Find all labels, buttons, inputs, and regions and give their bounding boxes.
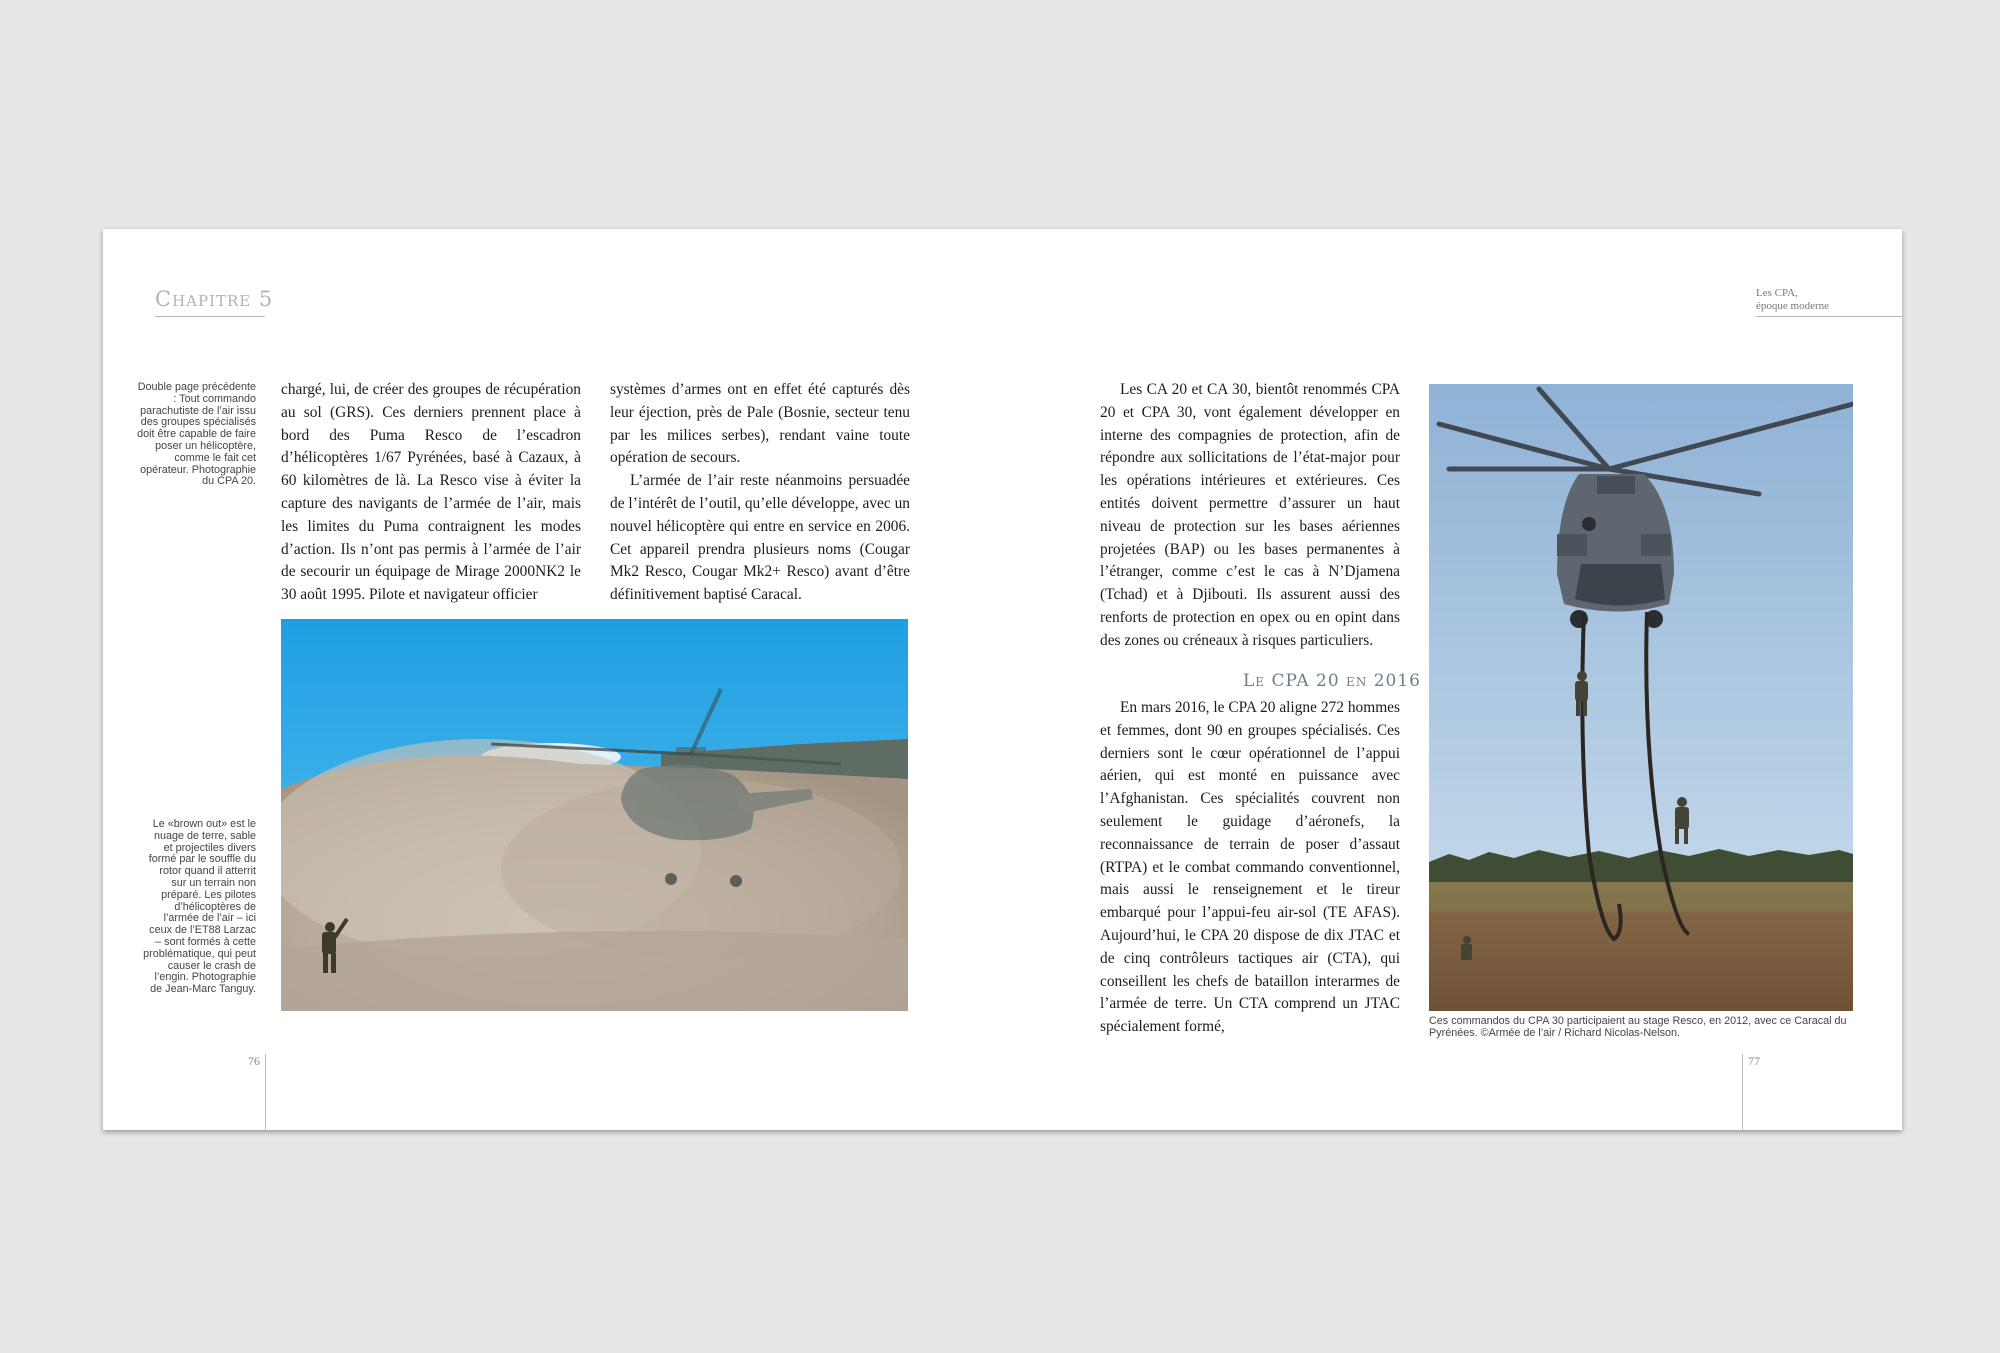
right-column-2 [1100, 697, 1400, 1039]
running-head-line-2: époque moderne [1756, 300, 1829, 312]
book-spread [103, 229, 1902, 1130]
caracal-rappel-photo [1429, 384, 1853, 1011]
chapter-rule [155, 316, 265, 317]
sidenote-bottom: Le «brown out» est le nuage de terre, sable et projectiles divers formé par le souffle du rotor quand il atterrit sur un terrain non préparé. Les pilotes d’hélicoptères de l’armée de l’air – ici ceux de l’ET88 Larzac – sont formés à cette problématique, qui peut causer le crash de l’engin. Photographie de Jean-Marc Tanguy. [143, 818, 256, 996]
section-heading: Le CPA 20 en 2016 [1243, 671, 1421, 691]
running-head-line-1: Les CPA, [1756, 287, 1798, 299]
right-paragraph-1: Les CA 20 et CA 30, bientôt renommés CPA 20 et CPA 30, vont également développer en interne des compagnies de protection, afin de répondre aux sollicitations de l’état-major pour les opérations intérieures et extérieures. Ces entités doivent permettre d’assurer un haut niveau de protection sur les bases aériennes projetées (BAP) ou les bases permanentes à l’étranger, comme c’est le cas à N’Djamena (Tchad) et à Djibouti. Ils assurent aussi des renforts de protection en opex ou en opint dans des zones ou créneaux à risques particuliers. [1100, 381, 1400, 649]
page-rule-right [1742, 1054, 1743, 1130]
sidenote-top: Double page précédente : Tout commando parachutiste de l’air issu des groupes spécialisés doit être capable de faire poser un hélicoptère, comme le fait cet opérateur. Photographie du CPA 20. [137, 381, 256, 488]
page-number-right: 77 [1748, 1054, 1760, 1068]
right-paragraph-2: En mars 2016, le CPA 20 aligne 272 hommes et femmes, dont 90 en groupes spécialisés. Ces derniers sont le cœur opérationnel de l’appui aérien, qui est monté en puissance avec l’Afghanistan. Ces spécialités couvrent non seulement le guidage d’aéronefs, la reconnaissance de terrain de poser d’assaut (RTPA) et le combat commando conventionnel, mais aussi le renseignement et le tireur embarqué pour l’appui-feu air-sol (TE AFAS). Aujourd’hui, le CPA 20 dispose de dix JTAC et de cinq contrôleurs tactiques air (CTA), qui conseillent les chefs de bataillon interarmes de l’armée de terre. Un CTA comprend un JTAC spécialement formé, [1100, 699, 1400, 1036]
page-number-left: 76 [248, 1054, 260, 1068]
col2-paragraph-1: systèmes d’armes ont en effet été capturés dès leur éjection, près de Pale (Bosnie, secteur tenu par les milices serbes), rendant vaine toute opération de secours. [610, 381, 910, 467]
chapter-label: Chapitre 5 [155, 287, 274, 311]
col1-paragraph-1: chargé, lui, de créer des groupes de récupération au sol (GRS). Ces derniers prennent place à bord des Puma Resco de l’escadron d’hélicoptères 1/67 Pyrénées, basé à Cazaux, à 60 kilomètres de là. La Resco vise à éviter la capture des navigants de l’armée de l’air, mais les limites du Puma contraignent les modes d’action. Ils n’ont pas permis à l’armée de l’air de secourir un équipage de Mirage 2000NK2 le 30 août 1995. Pilote et navigateur officier [281, 381, 581, 604]
photo-caption: Ces commandos du CPA 30 participaient au stage Resco, en 2012, avec ce Caracal du Pyrénées. ©Armée de l’air / Richard Nicolas-Nelson. [1429, 1015, 1847, 1039]
right-column-1 [1100, 379, 1400, 653]
brownout-helicopter-photo [281, 619, 908, 1011]
col2-paragraph-2: L’armée de l’air reste néanmoins persuadée de l’intérêt de l’outil, qu’elle développe, avec un nouvel hélicoptère qui entre en service en 2006. Cet appareil prendra plusieurs noms (Cougar Mk2 Resco, Cougar Mk2+ Resco) avant d’être définitivement baptisé Caracal. [610, 472, 910, 604]
page-rule-left [265, 1054, 266, 1130]
running-head [1756, 287, 1829, 313]
left-column-1 [281, 379, 581, 607]
running-head-rule [1756, 316, 1902, 317]
left-column-2 [610, 379, 910, 607]
